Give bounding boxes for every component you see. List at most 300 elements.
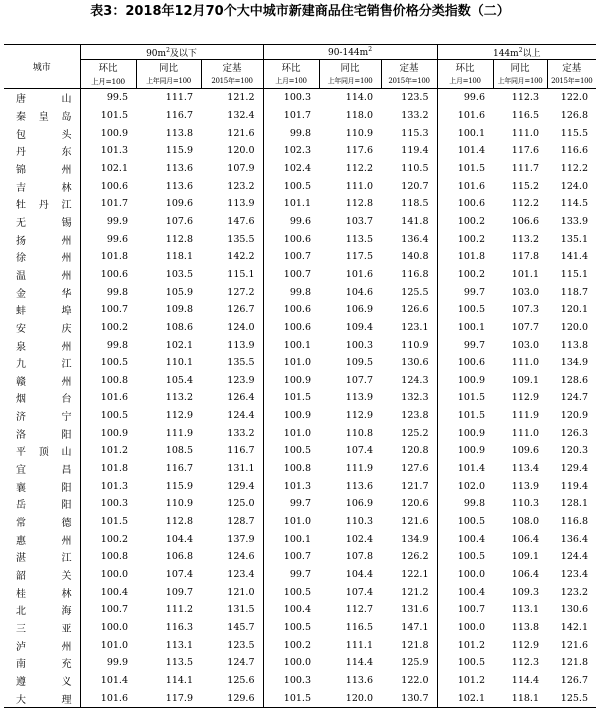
index-value: 100.5 [80,407,136,425]
table-row [4,213,596,231]
index-value: 120.1 [560,304,588,316]
index-value: 100.7 [80,601,136,619]
table-row [4,407,596,425]
index-value: 99.6 [263,213,319,231]
index-value: 102.4 [345,533,373,545]
index-value: 136.4 [401,233,429,245]
index-value: 101.1 [263,195,319,213]
city-name: 无锡 [16,217,72,229]
index-value: 109.6 [165,198,193,210]
index-value: 101.5 [263,389,319,407]
index-value: 137.9 [227,533,255,545]
index-value: 107.6 [165,215,193,227]
index-value: 123.2 [227,180,255,192]
header-row-groups [4,45,596,60]
index-value: 100.3 [80,495,136,513]
index-value: 100.4 [437,583,493,601]
index-value: 121.2 [401,586,429,598]
subcol-base-header: 定基 [547,60,596,75]
city-name: 北海 [16,606,72,618]
index-value: 101.5 [80,513,136,531]
index-value: 121.7 [401,480,429,492]
index-value: 106.4 [511,569,539,581]
index-value: 103.0 [511,286,539,298]
index-value: 99.8 [263,283,319,301]
index-value: 112.2 [511,198,539,210]
index-value: 100.6 [80,266,136,284]
index-value: 101.5 [437,389,493,407]
city-name: 九江 [16,359,72,371]
header-row-subcols [4,60,596,75]
index-value: 101.7 [263,107,319,125]
table-row [4,160,596,178]
city-name: 襄阳 [16,482,72,494]
index-value: 100.6 [437,195,493,213]
index-value: 109.4 [345,321,373,333]
index-value: 118.1 [493,689,547,707]
city-name: 金华 [16,288,72,300]
index-value: 145.7 [227,622,255,634]
index-value: 110.9 [345,127,373,139]
table-body [4,89,596,708]
index-value: 104.6 [345,286,373,298]
index-value: 121.6 [227,127,255,139]
index-value: 111.0 [511,357,539,369]
index-value: 100.6 [80,177,136,195]
city-name: 韶关 [16,571,72,583]
index-value: 100.0 [80,619,136,637]
index-value: 134.9 [401,533,429,545]
index-value: 104.4 [165,533,193,545]
index-value: 123.4 [560,569,588,581]
index-value: 112.8 [165,516,193,528]
index-value: 112.2 [560,162,588,174]
city-name: 常德 [16,518,72,530]
index-value: 147.1 [401,622,429,634]
city-name: 唐山 [16,94,72,106]
index-value: 135.5 [227,357,255,369]
index-value: 136.4 [560,533,588,545]
index-value: 116.7 [227,445,255,457]
table-row [4,495,596,513]
base-prev-month: 上月=100 [263,74,319,89]
index-value: 115.9 [165,145,193,157]
index-value: 111.9 [165,427,193,439]
index-value: 107.4 [345,445,373,457]
index-value: 120.9 [560,410,588,422]
table-row [4,583,596,601]
group-header-over-144: $144m^2$以上 [437,45,596,60]
base-prev-year: 上年同月=100 [493,74,547,89]
table-row [4,530,596,548]
index-value: 125.5 [401,286,429,298]
city-name: 遵义 [16,676,72,688]
table-row [4,283,596,301]
index-value: 100.6 [263,319,319,337]
index-value: 101.4 [437,460,493,478]
index-value: 100.1 [437,124,493,142]
index-value: 103.0 [511,339,539,351]
index-value: 113.2 [511,233,539,245]
index-value: 120.0 [227,145,255,157]
subcol-mom-header: 环比 [263,60,319,75]
index-value: 101.7 [80,195,136,213]
index-value: 111.9 [345,463,373,475]
index-value: 100.8 [80,372,136,390]
index-value: 131.5 [227,604,255,616]
city-name: 宜昌 [16,465,72,477]
table-row [4,477,596,495]
index-value: 100.8 [80,548,136,566]
index-value: 99.5 [80,89,136,107]
index-value: 132.4 [227,109,255,121]
index-value: 116.7 [165,109,193,121]
index-value: 126.7 [560,674,588,686]
index-value: 100.1 [263,336,319,354]
index-value: 99.8 [80,336,136,354]
index-value: 100.9 [437,424,493,442]
index-value: 105.9 [165,286,193,298]
index-value: 100.4 [437,530,493,548]
city-name: 桂林 [16,588,72,600]
city-name: 平顶山 [16,447,72,459]
index-value: 119.4 [560,480,588,492]
city-name: 温州 [16,270,72,282]
index-value: 120.0 [560,321,588,333]
index-value: 101.5 [437,407,493,425]
index-value: 133.2 [401,109,429,121]
index-value: 101.8 [80,248,136,266]
index-value: 101.3 [80,477,136,495]
index-value: 118.0 [345,109,373,121]
index-value: 104.4 [345,569,373,581]
index-value: 123.4 [227,569,255,581]
index-value: 100.7 [263,548,319,566]
table-row [4,266,596,284]
base-2015: 2015年=100 [381,74,437,89]
base-prev-month: 上月=100 [80,74,136,89]
index-value: 101.0 [263,513,319,531]
index-value: 101.5 [263,689,319,707]
index-value: 113.1 [511,604,539,616]
index-value: 99.9 [80,213,136,231]
index-value: 102.0 [437,477,493,495]
subcol-yoy-header: 同比 [136,60,201,75]
index-value: 120.8 [401,445,429,457]
index-value: 124.7 [227,657,255,669]
index-value: 100.4 [263,601,319,619]
base-2015: 2015年=100 [547,74,596,89]
table-row [4,354,596,372]
index-value: 112.8 [345,198,373,210]
index-value: 108.0 [511,516,539,528]
table-row [4,636,596,654]
index-value: 115.2 [511,180,539,192]
index-value: 125.2 [401,427,429,439]
subcol-mom-header: 环比 [80,60,136,75]
city-name: 赣州 [16,376,72,388]
index-value: 101.6 [437,107,493,125]
city-name: 大理 [4,689,80,707]
index-value: 111.0 [511,127,539,139]
index-value: 101.2 [437,672,493,690]
index-value: 119.4 [401,145,429,157]
index-value: 116.8 [401,268,429,280]
index-value: 102.1 [165,339,193,351]
index-value: 120.6 [401,498,429,510]
header-row-bases [4,74,596,89]
index-value: 135.1 [560,233,588,245]
index-value: 126.4 [227,392,255,404]
index-value: 111.2 [165,604,193,616]
index-value: 142.1 [560,622,588,634]
index-value: 100.5 [263,619,319,637]
index-value: 123.9 [227,374,255,386]
index-value: 106.9 [345,304,373,316]
index-value: 99.7 [437,336,493,354]
index-value: 130.6 [401,357,429,369]
index-value: 110.1 [165,357,193,369]
index-value: 100.6 [437,354,493,372]
index-value: 100.0 [437,619,493,637]
index-value: 112.9 [345,410,373,422]
index-value: 112.8 [165,233,193,245]
index-value: 100.3 [263,672,319,690]
index-value: 116.7 [165,463,193,475]
index-value: 101.8 [80,460,136,478]
index-value: 107.7 [511,321,539,333]
index-value: 128.6 [560,374,588,386]
city-name: 徐州 [16,253,72,265]
table-row [4,89,596,107]
index-value: 118.1 [165,251,193,263]
index-value: 110.8 [345,427,373,439]
index-value: 110.9 [401,339,429,351]
index-value: 142.2 [227,251,255,263]
index-value: 112.3 [511,92,539,104]
index-value: 101.6 [80,389,136,407]
index-value: 100.2 [437,213,493,231]
index-value: 130.6 [560,604,588,616]
index-value: 112.7 [345,604,373,616]
group-header-under-90: $90m^2$及以下 [80,45,263,60]
index-value: 115.5 [560,127,588,139]
table-row [4,548,596,566]
subcol-yoy-header: 同比 [319,60,381,75]
index-value: 106.8 [165,551,193,563]
city-name: 烟台 [16,394,72,406]
index-value: 121.6 [560,639,588,651]
index-value: 117.8 [511,251,539,263]
index-value: 100.9 [263,372,319,390]
index-value: 101.2 [80,442,136,460]
index-value: 100.9 [80,424,136,442]
index-value: 99.8 [437,495,493,513]
table-row [4,672,596,690]
index-value: 109.7 [165,586,193,598]
index-value: 118.7 [560,286,588,298]
index-value: 111.9 [511,410,539,422]
table-row [4,230,596,248]
index-value: 128.7 [227,516,255,528]
index-value: 124.0 [560,180,588,192]
index-value: 127.6 [401,463,429,475]
table-row [4,566,596,584]
index-value: 113.8 [511,622,539,634]
index-value: 101.4 [80,672,136,690]
subcol-base-header: 定基 [381,60,437,75]
index-value: 100.5 [437,301,493,319]
city-name: 惠州 [16,535,72,547]
table-row [4,389,596,407]
index-value: 141.8 [401,215,429,227]
index-value: 113.6 [345,480,373,492]
index-value: 100.2 [80,530,136,548]
index-value: 107.4 [345,586,373,598]
index-value: 101.6 [345,268,373,280]
city-name: 锦州 [16,164,72,176]
index-value: 133.9 [560,215,588,227]
base-prev-year: 上年同月=100 [319,74,381,89]
index-value: 100.9 [80,124,136,142]
index-value: 126.6 [401,304,429,316]
index-value: 110.5 [401,162,429,174]
index-value: 110.9 [165,498,193,510]
index-value: 115.3 [401,127,429,139]
table-row [4,142,596,160]
index-value: 109.8 [165,304,193,316]
table-row [4,424,596,442]
index-value: 107.4 [165,569,193,581]
city-name: 济宁 [16,412,72,424]
index-value: 124.4 [560,551,588,563]
index-value: 102.1 [80,160,136,178]
index-value: 109.3 [511,586,539,598]
index-value: 124.7 [560,392,588,404]
price-index-table [4,44,596,708]
index-value: 108.6 [165,321,193,333]
index-value: 109.1 [511,374,539,386]
index-value: 120.3 [560,445,588,457]
index-value: 124.4 [227,410,255,422]
index-value: 100.7 [437,601,493,619]
city-column-header: 城市 [4,45,80,89]
city-name: 泸州 [16,641,72,653]
index-value: 103.7 [345,215,373,227]
index-value: 107.3 [511,304,539,316]
index-value: 100.5 [263,442,319,460]
index-value: 125.5 [547,689,596,707]
index-value: 113.5 [345,233,373,245]
index-value: 123.2 [560,586,588,598]
index-value: 121.8 [401,639,429,651]
index-value: 113.5 [165,657,193,669]
index-value: 114.4 [511,674,539,686]
index-value: 100.9 [263,407,319,425]
table-row [4,319,596,337]
index-value: 99.6 [437,89,493,107]
index-value: 114.1 [165,674,193,686]
index-value: 113.6 [165,162,193,174]
table-row [4,336,596,354]
index-value: 116.8 [560,516,588,528]
index-value: 101.8 [437,248,493,266]
index-value: 102.4 [263,160,319,178]
index-value: 124.3 [401,374,429,386]
index-value: 107.7 [345,374,373,386]
index-value: 122.1 [401,569,429,581]
city-name: 包头 [16,129,72,141]
city-name: 丹东 [16,147,72,159]
index-value: 101.3 [80,142,136,160]
index-value: 113.6 [165,180,193,192]
table-row [4,195,596,213]
city-name: 泉州 [16,341,72,353]
index-value: 100.6 [263,230,319,248]
index-value: 102.3 [263,142,319,160]
table-row [4,124,596,142]
index-value: 114.5 [560,198,588,210]
page-title: 表3：2018年12月70个大中城市新建商品住宅销售价格分类指数（二） [90,4,510,19]
index-value: 121.8 [560,657,588,669]
index-value: 100.5 [263,177,319,195]
index-value: 134.9 [560,357,588,369]
index-value: 124.0 [227,321,255,333]
index-value: 147.6 [227,215,255,227]
index-value: 101.6 [437,177,493,195]
index-value: 123.8 [401,410,429,422]
index-value: 129.4 [227,480,255,492]
index-value: 123.5 [401,92,429,104]
index-value: 131.6 [401,604,429,616]
index-value: 109.6 [511,445,539,457]
index-value: 100.8 [263,460,319,478]
table-row [4,248,596,266]
index-value: 100.5 [437,513,493,531]
index-value: 112.2 [345,162,373,174]
index-value: 101.0 [80,636,136,654]
index-value: 126.2 [401,551,429,563]
index-value: 117.6 [345,145,373,157]
city-name: 秦皇岛 [16,111,72,123]
index-value: 120.0 [319,689,381,707]
index-value: 111.1 [345,639,373,651]
index-value: 117.6 [511,145,539,157]
index-value: 100.6 [263,301,319,319]
index-value: 99.7 [263,566,319,584]
index-value: 126.3 [560,427,588,439]
index-value: 111.0 [511,427,539,439]
table-row [4,513,596,531]
index-value: 112.9 [165,410,193,422]
index-value: 115.1 [227,268,255,280]
index-value: 110.3 [345,516,373,528]
index-value: 107.9 [227,162,255,174]
index-value: 114.0 [345,92,373,104]
index-value: 100.9 [437,372,493,390]
index-value: 116.5 [511,109,539,121]
city-name: 扬州 [16,235,72,247]
index-value: 113.8 [560,339,588,351]
index-value: 111.0 [345,180,373,192]
index-value: 123.5 [227,639,255,651]
city-name: 湛江 [16,553,72,565]
table-row [4,654,596,672]
index-value: 100.5 [437,548,493,566]
index-value: 101.5 [80,107,136,125]
index-value: 101.4 [437,142,493,160]
table-row [4,601,596,619]
